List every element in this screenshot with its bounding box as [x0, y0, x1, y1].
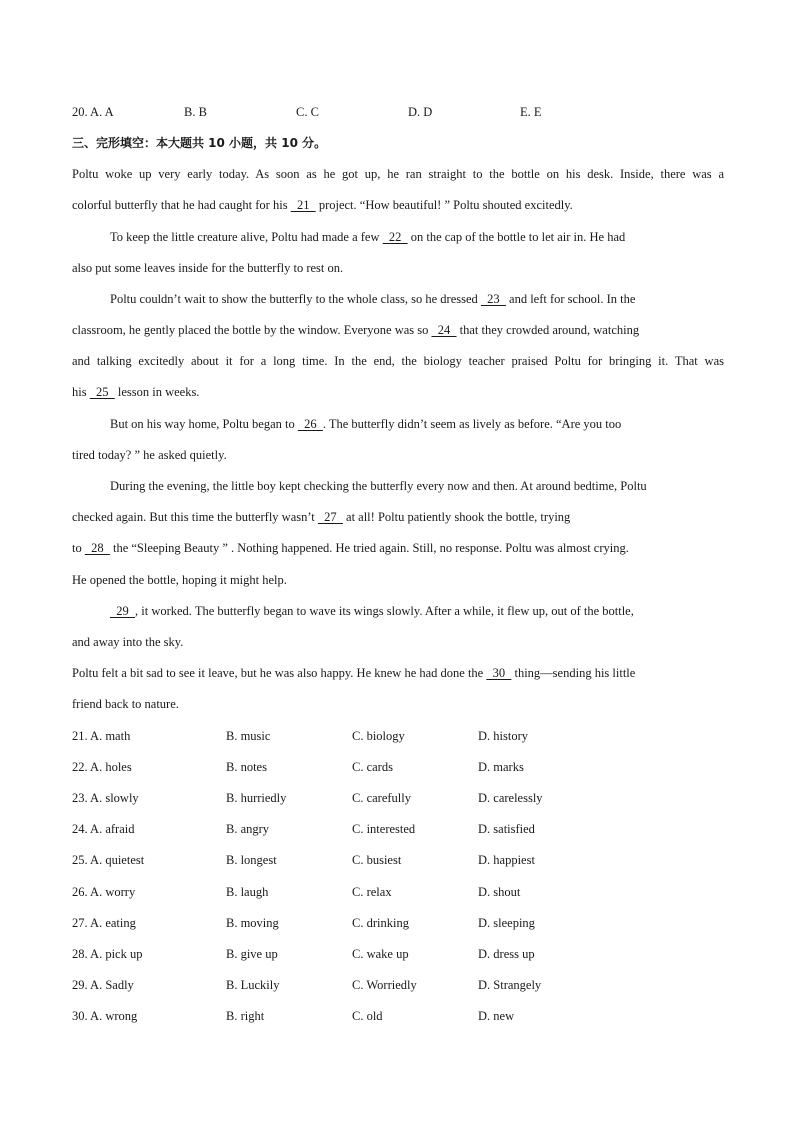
option-b: B. right [226, 1009, 265, 1023]
passage-text: To keep the little creature alive, Poltu had made a few [110, 230, 383, 244]
option-c: C. carefully [352, 791, 412, 805]
passage-line: and talking excitedly about it for a long time. In the end, the biology teacher praised Poltu for bringing it. That was [72, 354, 724, 368]
passage-text: project. “How beautiful! ” Poltu shouted excitedly. [315, 198, 573, 212]
q20-option-e: E. E [520, 105, 542, 119]
passage-text: Poltu felt a bit sad to see it leave, but he was also happy. He knew he had done the [72, 666, 487, 680]
passage-line [110, 416, 724, 432]
blank-25[interactable]: 25 [89, 385, 115, 399]
option-d: D. Strangely [478, 978, 542, 992]
passage-text: checked again. But this time the butterfly wasn’t [72, 510, 318, 524]
option-b: B. angry [226, 822, 270, 836]
option-b: B. longest [226, 853, 277, 867]
blank-29[interactable]: 29 [110, 604, 135, 618]
passage-text: that they crowded around, watching [456, 323, 640, 337]
passage-text: and left for school. In the [505, 292, 636, 306]
option-c: C. busiest [352, 853, 402, 867]
option-c: C. Worriedly [352, 978, 417, 992]
option-c: C. relax [352, 885, 392, 899]
passage-line [72, 540, 724, 556]
blank-26[interactable]: 26 [297, 417, 323, 431]
passage-text: on the cap of the bottle to let air in. He had [407, 230, 626, 244]
option-b: B. music [226, 729, 271, 743]
option-d: D. marks [478, 760, 524, 774]
option-b: B. notes [226, 760, 267, 774]
option-d: D. satisfied [478, 822, 535, 836]
option-b: B. moving [226, 916, 279, 930]
option-b: B. laugh [226, 885, 269, 899]
passage-text: to [72, 541, 85, 555]
blank-22[interactable]: 22 [382, 230, 408, 244]
passage-text: lesson in weeks. [114, 385, 200, 399]
passage-text: But on his way home, Poltu began to [110, 417, 298, 431]
passage-line [72, 384, 724, 400]
passage-text: , it worked. The butterfly began to wave its wings slowly. After a while, it flew up, out of the bottle, [135, 604, 634, 618]
passage-line: During the evening, the little boy kept checking the butterfly every now and then. At around bedtime, Poltu [110, 479, 647, 493]
option-d: D. dress up [478, 947, 535, 961]
q20-option-a: 20. A. A [72, 105, 114, 119]
passage-line [72, 665, 724, 681]
passage-line [72, 509, 724, 525]
blank-30[interactable]: 30 [486, 666, 512, 680]
option-a: 25. A. quietest [72, 853, 145, 867]
option-a: 23. A. slowly [72, 791, 139, 805]
q20-option-d: D. D [408, 105, 433, 119]
option-b: B. give up [226, 947, 278, 961]
option-c: C. old [352, 1009, 383, 1023]
passage-line [110, 229, 724, 245]
blank-21[interactable]: 21 [290, 198, 316, 212]
passage-text: classroom, he gently placed the bottle by the window. Everyone was so [72, 323, 432, 337]
passage-text: at all! Poltu patiently shook the bottle, trying [342, 510, 571, 524]
passage-line [110, 603, 724, 619]
option-a: 28. A. pick up [72, 947, 143, 961]
passage-line [72, 197, 724, 213]
passage-line: tired today? ” he asked quietly. [72, 448, 227, 462]
option-c: C. interested [352, 822, 416, 836]
passage-line [72, 322, 724, 338]
option-d: D. carelessly [478, 791, 543, 805]
option-d: D. sleeping [478, 916, 535, 930]
option-d: D. shout [478, 885, 521, 899]
passage-line: Poltu woke up very early today. As soon as he got up, he ran straight to the bottle on his desk. Inside, there was a [72, 167, 724, 181]
blank-27[interactable]: 27 [317, 510, 343, 524]
passage-text: Poltu couldn’t wait to show the butterfly to the whole class, so he dressed [110, 292, 481, 306]
q20-option-b: B. B [184, 105, 207, 119]
passage-line: He opened the bottle, hoping it might help. [72, 573, 287, 587]
blank-28[interactable]: 28 [84, 541, 110, 555]
passage-text: his [72, 385, 90, 399]
option-a: 27. A. eating [72, 916, 136, 930]
blank-24[interactable]: 24 [431, 323, 457, 337]
option-d: D. new [478, 1009, 515, 1023]
option-c: C. biology [352, 729, 405, 743]
option-b: B. Luckily [226, 978, 280, 992]
option-d: D. happiest [478, 853, 535, 867]
option-c: C. cards [352, 760, 393, 774]
option-c: C. wake up [352, 947, 409, 961]
option-a: 30. A. wrong [72, 1009, 138, 1023]
option-d: D. history [478, 729, 528, 743]
blank-23[interactable]: 23 [480, 292, 506, 306]
option-a: 29. A. Sadly [72, 978, 134, 992]
passage-line [110, 291, 724, 307]
passage-text: colorful butterfly that he had caught for his [72, 198, 291, 212]
passage-text: . The butterfly didn’t seem as lively as before. “Are you too [322, 417, 622, 431]
passage-line: and away into the sky. [72, 635, 184, 649]
passage-line: friend back to nature. [72, 697, 179, 711]
option-a: 26. A. worry [72, 885, 136, 899]
option-b: B. hurriedly [226, 791, 287, 805]
passage-text: the “Sleeping Beauty ” . Nothing happened. He tried again. Still, no response. Poltu was almost crying. [109, 541, 629, 555]
option-a: 24. A. afraid [72, 822, 135, 836]
option-a: 21. A. math [72, 729, 131, 743]
option-c: C. drinking [352, 916, 409, 930]
passage-text: thing—sending his little [511, 666, 636, 680]
q20-option-c: C. C [296, 105, 319, 119]
section-heading: 三、完形填空：本大题共 10 小题，共 10 分。 [72, 136, 327, 150]
passage-line: also put some leaves inside for the butterfly to rest on. [72, 261, 344, 275]
option-a: 22. A. holes [72, 760, 132, 774]
